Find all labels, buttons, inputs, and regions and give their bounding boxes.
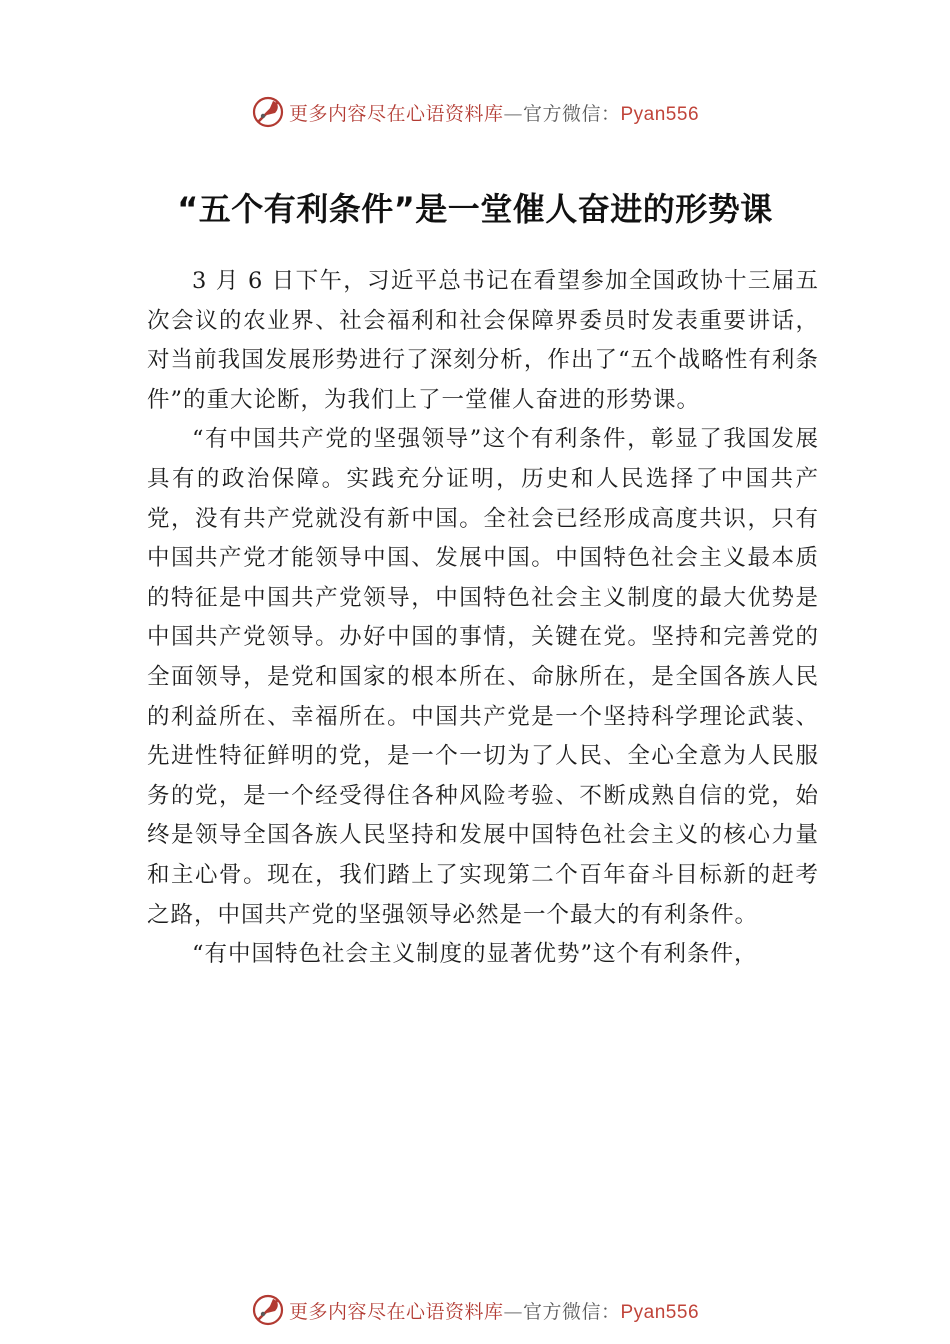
paragraph: “有中国特色社会主义制度的显著优势”这个有利条件， [192, 941, 758, 968]
banner-wechat-id: Pyan556 [620, 1301, 700, 1323]
quill-logo-icon [251, 95, 285, 129]
header-banner [0, 92, 950, 132]
banner-site-name: 更多内容尽在心语资料库 [288, 102, 504, 125]
banner-official-label: 官方微信： [522, 1300, 621, 1323]
banner-site-name: 更多内容尽在心语资料库 [288, 1300, 504, 1323]
banner-text [289, 99, 699, 126]
document-title: “五个有利条件”是一堂催人奋进的形势课 [177, 190, 773, 228]
footer-banner [0, 1290, 950, 1330]
banner-official-label: 官方微信： [522, 102, 621, 125]
paragraph: 3 月 6 日下午，习近平总书记在看望参加全国政协十三届五次会议的农业界、社会福利和社会保障界委员时发表重要讲话，对当前我国发展形势进行了深刻分析，作出了“五个战略性有利条件”的重大论断，为我们上了一堂催人奋进的形势课。 [147, 268, 819, 413]
banner-dash: — [503, 102, 523, 125]
document-body [147, 262, 819, 975]
banner-text [289, 1297, 699, 1324]
banner-wechat-id: Pyan556 [620, 103, 700, 125]
banner-dash: — [503, 1300, 523, 1323]
quill-logo-icon [251, 1293, 285, 1327]
paragraph: “有中国共产党的坚强领导”这个有利条件，彰显了我国发展具有的政治保障。实践充分证明，历史和人民选择了中国共产党，没有共产党就没有新中国。全社会已经形成高度共识，只有中国共产党才能领导中国、发展中国。中国特色社会主义最本质的特征是中国共产党领导，中国特色社会主义制度的最大优势是中国共产党领导。办好中国的事情，关键在党。坚持和完善党的全面领导，是党和国家的根本所在、命脉所在，是全国各族人民的利益所在、幸福所在。中国共产党是一个坚持科学理论武装、先进性特征鲜明的党，是一个一切为了人民、全心全意为人民服务的党，是一个经受得住各种风险考验、不断成熟自信的党，始终是领导全国各族人民坚持和发展中国特色社会主义的核心力量和主心骨。现在，我们踏上了实现第二个百年奋斗目标新的赶考之路，中国共产党的坚强领导必然是一个最大的有利条件。 [147, 426, 819, 928]
